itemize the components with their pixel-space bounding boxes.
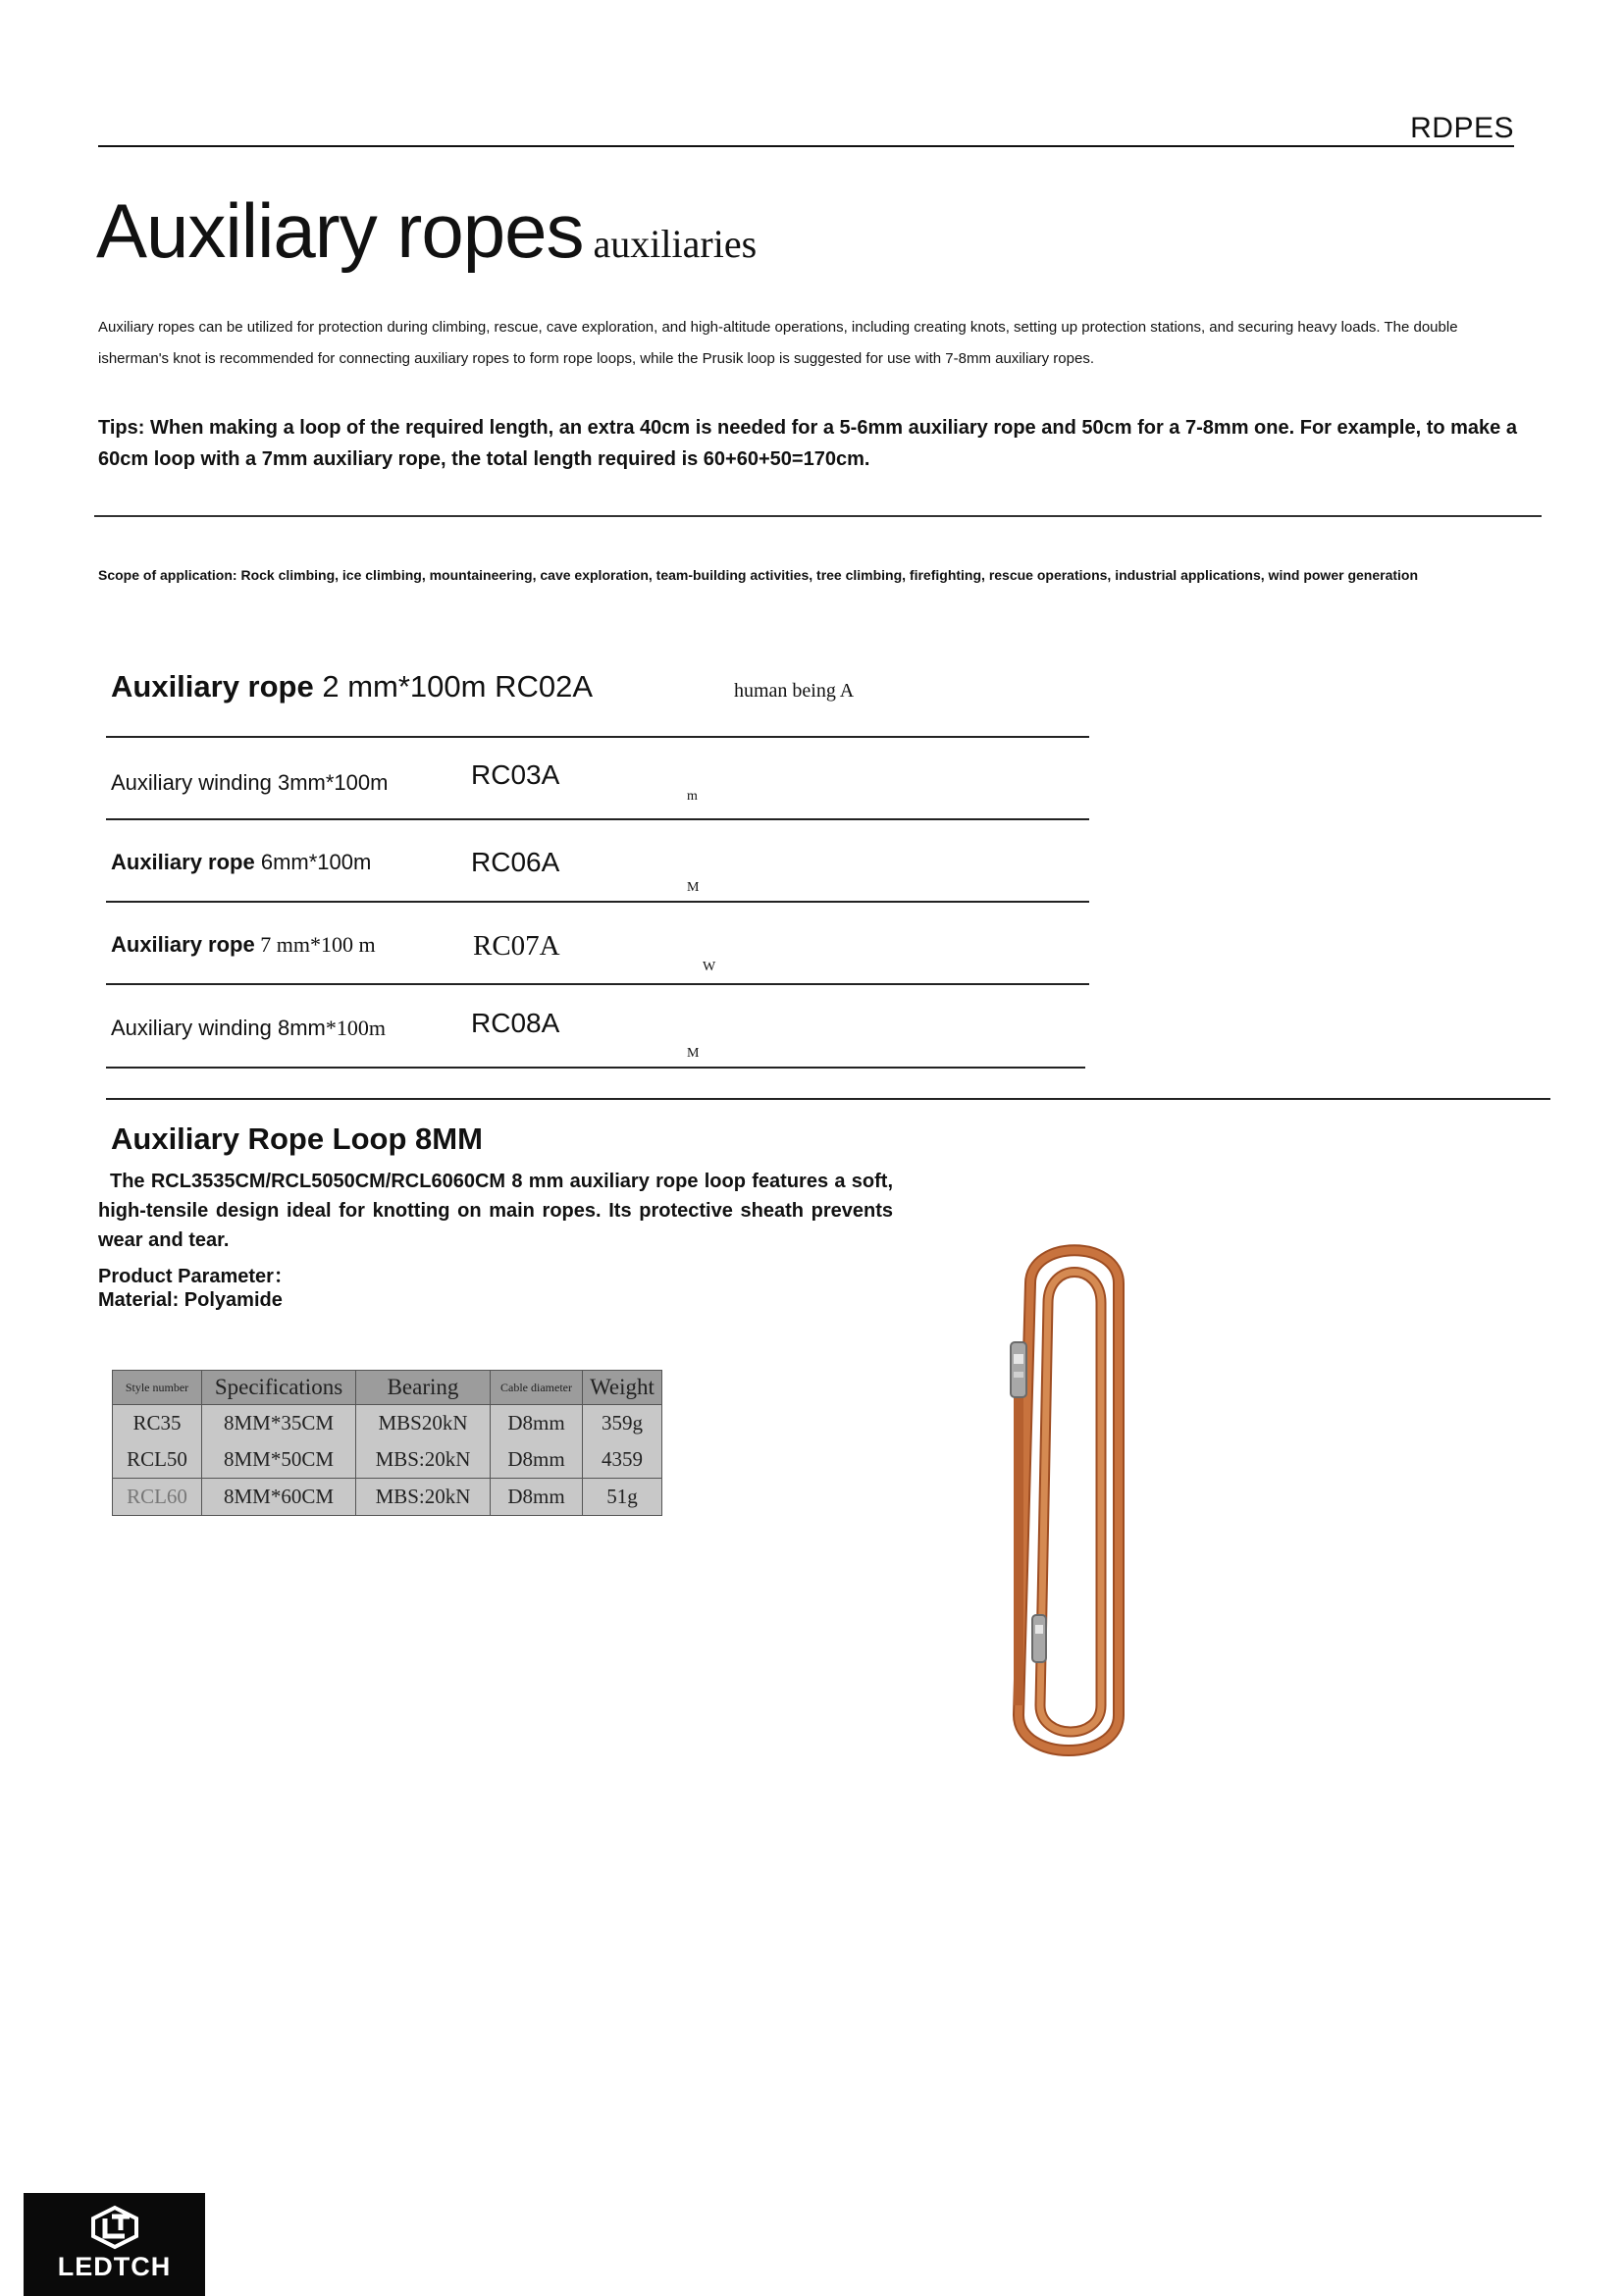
cell-bearing: MBS:20kN: [356, 1441, 491, 1479]
spec-table: [112, 1370, 662, 1516]
product-row-code: RC08A: [471, 1008, 560, 1038]
table-row: [113, 1441, 662, 1479]
cell-style: RC35: [113, 1405, 202, 1442]
product-row-mark: M: [687, 880, 700, 895]
cell-diameter: D8mm: [491, 1405, 583, 1442]
product-header-rest: 2 mm*100m RC02A: [313, 669, 594, 704]
product-header: [111, 669, 593, 704]
loop-description: The RCL3535CM/RCL5050CM/RCL6060CM 8 mm auxiliary rope loop features a soft, high-tensile design ideal for knotting on main ropes. Its protective sheath prevents wear and tear.: [98, 1171, 893, 1251]
header-divider: [98, 145, 1514, 147]
header-bearing: Bearing: [356, 1371, 491, 1405]
scope-of-application: Scope of application: Rock climbing, ice climbing, mountaineering, cave exploration, team-building activities, tree climbing, firefighting, rescue operations, industrial applications, wind power generation: [98, 567, 1419, 583]
page-title-sub: auxiliaries: [593, 222, 758, 266]
product-parameter-label: Product Parameter：: [98, 1266, 293, 1287]
product-row-name: [111, 850, 371, 875]
logo-text: LEDTCH: [57, 2252, 172, 2281]
cell-diameter: D8mm: [491, 1479, 583, 1516]
product-row-name: [111, 932, 376, 958]
product-row-name-text: Auxiliary winding 8mm: [111, 1016, 326, 1040]
table-row: [113, 1405, 662, 1442]
brand-logo: [24, 2193, 205, 2296]
cell-style: RCL50: [113, 1441, 202, 1479]
product-row-name-tail: *100m: [325, 1016, 386, 1040]
intro-paragraph: Auxiliary ropes can be utilized for protection during climbing, rescue, cave exploration, and high-altitude operations, including creating knots, setting up protection stations, and securing heavy loads. The double isherman's knot is recommended for connecting auxiliary ropes to form rope loops, while the Prusik loop is suggested for use with 7-8mm auxiliary ropes.: [98, 319, 1458, 367]
section-divider: [94, 515, 1542, 517]
product-row-name-text: 7 mm*100 m: [254, 932, 376, 957]
cell-spec: 8MM*50CM: [202, 1441, 356, 1479]
product-row-name-bold: Auxiliary rope: [111, 932, 255, 957]
product-row-name-bold: Auxiliary rope: [111, 850, 255, 874]
cell-weight: 51g: [583, 1479, 662, 1516]
table-row: [113, 1479, 662, 1516]
cell-spec: 8MM*60CM: [202, 1479, 356, 1516]
cell-bearing: MBS20kN: [356, 1405, 491, 1442]
cell-diameter: D8mm: [491, 1441, 583, 1479]
product-row-divider: [106, 1067, 1085, 1069]
product-row-divider: [106, 983, 1089, 985]
product-row-divider: [106, 818, 1089, 820]
product-row-name: [111, 1016, 386, 1041]
page-title: [96, 186, 757, 276]
product-row-mark: M: [687, 1046, 700, 1061]
header-specifications: Specifications: [202, 1371, 356, 1405]
cell-weight: 359g: [583, 1405, 662, 1442]
material-label: Material: Polyamide: [98, 1289, 283, 1311]
tips-paragraph: Tips: When making a loop of the required length, an extra 40cm is needed for a 5-6mm auxiliary rope and 50cm for a 7-8mm one. For example, to make a 60cm loop with a 7mm auxiliary rope, the total length required is 60+60+50=170cm.: [98, 417, 1517, 470]
product-row-name-text: Auxiliary winding 3mm*100m: [111, 770, 389, 795]
product-row-name: [111, 770, 388, 796]
product-row-divider: [106, 736, 1089, 738]
spec-table-header-row: [113, 1371, 662, 1405]
cell-weight: 4359: [583, 1441, 662, 1479]
header-weight: Weight: [583, 1371, 662, 1405]
product-row-code: RC03A: [471, 759, 560, 790]
product-row-name-text: 6mm*100m: [254, 850, 372, 874]
product-header-bold: Auxiliary rope: [111, 669, 314, 704]
header-style-number: Style number: [113, 1371, 202, 1405]
product-row-mark: W: [703, 960, 716, 974]
product-row-divider: [106, 901, 1089, 903]
brand-name: RDPES: [1410, 112, 1514, 144]
loop-title: Auxiliary Rope Loop 8MM: [111, 1122, 483, 1156]
cell-bearing: MBS:20kN: [356, 1479, 491, 1516]
product-row-code: RC07A: [473, 930, 560, 962]
header-cable-diameter: Cable diameter: [491, 1371, 583, 1405]
cell-spec: 8MM*35CM: [202, 1405, 356, 1442]
rope-loop-image: [981, 1244, 1138, 1764]
cell-style: RCL60: [113, 1479, 202, 1516]
product-row-code: RC06A: [471, 847, 560, 877]
logo-mark-icon: [86, 2205, 143, 2250]
page-title-main: Auxiliary ropes: [96, 187, 584, 274]
product-row-mark: m: [687, 789, 698, 804]
product-header-note: human being A: [734, 680, 855, 702]
section-divider: [106, 1098, 1550, 1100]
